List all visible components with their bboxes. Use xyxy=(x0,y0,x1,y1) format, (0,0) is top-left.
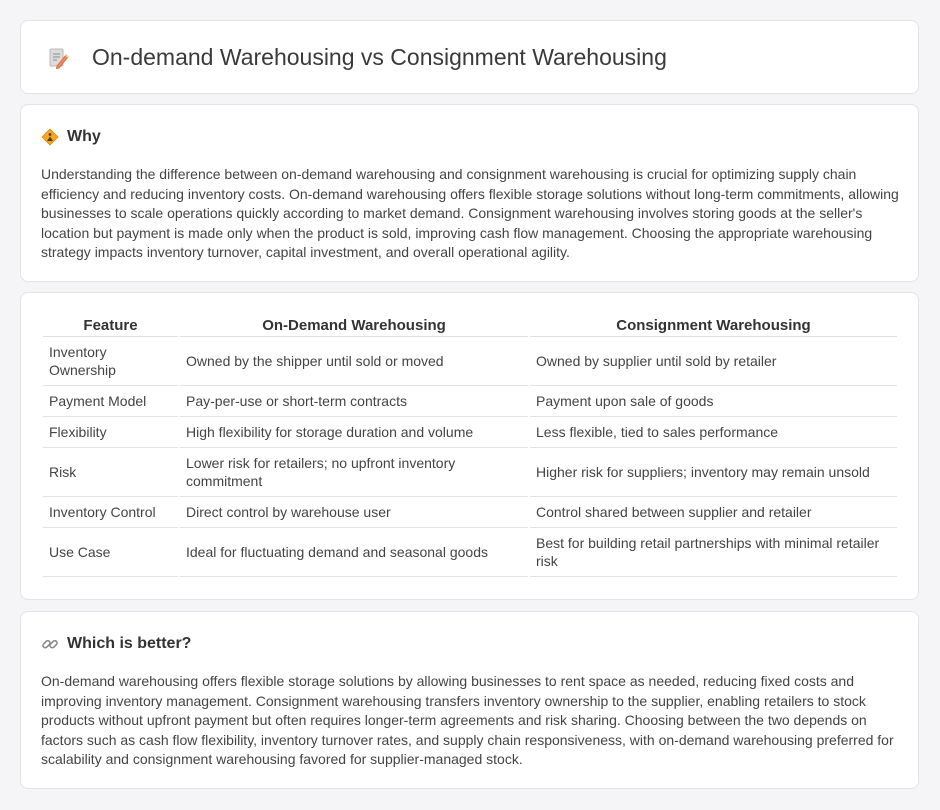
cell-feature: Use Case xyxy=(43,528,178,577)
why-text: Understanding the difference between on-demand warehousing and consignment warehousing is crucial for optimizing supply chain efficiency and reducing inventory costs. On-demand warehousing offers flexible storage solutions without long-term commitments, allowing businesses to scale operations quickly according to market demand. Consignment warehousing involves storing goods at the seller's location but payment is made only when the product is sold, improving cash flow management. Choosing the appropriate warehousing strategy impacts inventory turnover, capital investment, and overall operational agility. xyxy=(41,166,899,260)
comparison-card xyxy=(20,292,919,600)
table-row xyxy=(43,337,897,386)
page-title: On-demand Warehousing vs Consignment Warehousing xyxy=(92,44,667,70)
why-heading-row xyxy=(41,127,101,147)
cell-consignment: Best for building retail partnerships with minimal retailer risk xyxy=(530,528,897,577)
better-heading: Which is better? xyxy=(67,635,192,652)
link-icon xyxy=(41,635,59,653)
table-header-row xyxy=(43,315,897,337)
which-is-better-section xyxy=(20,611,919,789)
why-heading: Why xyxy=(67,128,101,145)
cell-consignment: Payment upon sale of goods xyxy=(530,386,897,417)
cell-feature: Payment Model xyxy=(43,386,178,417)
why-section xyxy=(20,104,919,282)
cell-on-demand: Lower risk for retailers; no upfront inventory commitment xyxy=(180,448,528,497)
comparison-table xyxy=(41,315,899,577)
better-text: On-demand warehousing offers flexible storage solutions by allowing businesses to rent space as needed, reducing fixed costs and improving inventory management. Consignment warehousing transfers inventory ownership to the supplier, enabling retailers to stock products without upfront payment but often requires longer-term agreements and risk sharing. Choosing between the two depends on factors such as cash flow flexibility, inventory turnover rates, and supply chain responsiveness, with on-demand warehousing preferred for scalability and consignment warehousing favored for supplier-managed stock. xyxy=(41,673,894,767)
header-card xyxy=(20,20,919,94)
cell-on-demand: Owned by the shipper until sold or moved xyxy=(180,337,528,386)
cell-feature: Inventory Ownership xyxy=(43,337,178,386)
cell-on-demand: Pay-per-use or short-term contracts xyxy=(180,386,528,417)
table-row xyxy=(43,448,897,497)
table-row xyxy=(43,417,897,448)
cell-consignment: Owned by supplier until sold by retailer xyxy=(530,337,897,386)
cell-consignment: Higher risk for suppliers; inventory may remain unsold xyxy=(530,448,897,497)
table-row xyxy=(43,528,897,577)
cell-feature: Inventory Control xyxy=(43,497,178,528)
warning-diamond-icon xyxy=(41,128,59,146)
cell-on-demand: Direct control by warehouse user xyxy=(180,497,528,528)
cell-consignment: Control shared between supplier and retailer xyxy=(530,497,897,528)
table-row xyxy=(43,386,897,417)
cell-feature: Flexibility xyxy=(43,417,178,448)
column-header-on-demand: On-Demand Warehousing xyxy=(180,315,528,337)
better-heading-row xyxy=(41,634,191,654)
column-header-feature: Feature xyxy=(43,315,178,337)
cell-feature: Risk xyxy=(43,448,178,497)
document-pencil-icon xyxy=(47,47,69,69)
cell-on-demand: High flexibility for storage duration and volume xyxy=(180,417,528,448)
cell-on-demand: Ideal for fluctuating demand and seasonal goods xyxy=(180,528,528,577)
cell-consignment: Less flexible, tied to sales performance xyxy=(530,417,897,448)
table-row xyxy=(43,497,897,528)
column-header-consignment: Consignment Warehousing xyxy=(530,315,897,337)
